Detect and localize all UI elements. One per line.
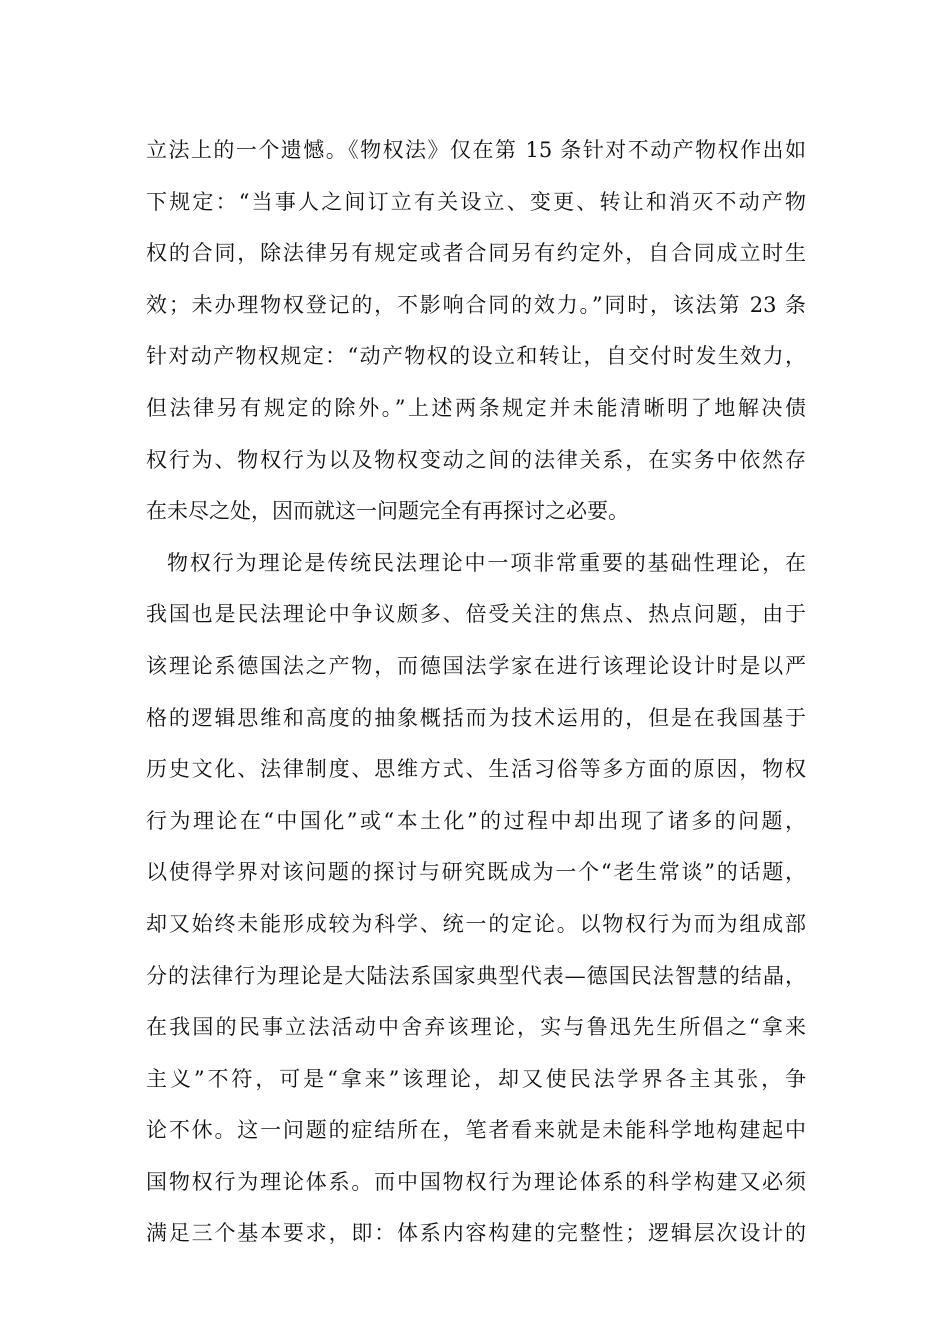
text-line: 格的逻辑思维和高度的抽象概括而为技术运用的，但是在我国基于 (146, 705, 806, 730)
paragraph-1 (146, 131, 806, 544)
text-line: 权的合同，除法律另有规定或者合同另有约定外，自合同成立时生 (146, 241, 806, 266)
body-text (146, 131, 806, 1266)
paragraph-2 (146, 544, 806, 1266)
text-line: 该理论系德国法之产物，而德国法学家在进行该理论设计时是以严 (146, 653, 806, 678)
text-line: 权行为、物权行为以及物权变动之间的法律关系，在实务中依然存 (146, 447, 806, 472)
text-line: 以使得学界对该问题的探讨与研究既成为一个“老生常谈”的话题， (146, 860, 806, 885)
text-line: 满足三个基本要求，即：体系内容构建的完整性；逻辑层次设计的 (146, 1221, 806, 1246)
text-line: 在我国的民事立法活动中舍弃该理论，实与鲁迅先生所倡之“拿来 (146, 1015, 806, 1040)
text-line: 物权行为理论是传统民法理论中一项非常重要的基础性理论，在 (167, 550, 806, 575)
text-line: 效；未办理物权登记的，不影响合同的效力。”同时，该法第 23 条 (146, 292, 806, 317)
text-line: 针对动产物权规定：“动产物权的设立和转让，自交付时发生效力， (146, 344, 806, 369)
text-line: 主义”不符，可是“拿来”该理论，却又使民法学界各主其张，争 (146, 1066, 806, 1091)
text-line: 在未尽之处，因而就这一问题完全有再探讨之必要。 (146, 499, 629, 524)
text-line: 立法上的一个遗憾。《物权法》仅在第 15 条针对不动产物权作出如 (146, 138, 806, 162)
text-line: 行为理论在“中国化”或“本土化”的过程中却出现了诸多的问题， (146, 808, 806, 833)
text-line: 论不休。这一问题的症结所在，笔者看来就是未能科学地构建起中 (146, 1118, 806, 1143)
text-line: 但法律另有规定的除外。”上述两条规定并未能清晰明了地解决债 (146, 395, 806, 420)
text-line: 却又始终未能形成较为科学、统一的定论。以物权行为而为组成部 (146, 911, 806, 936)
text-line: 历史文化、法律制度、思维方式、生活习俗等多方面的原因，物权 (146, 757, 806, 782)
text-line: 国物权行为理论体系。而中国物权行为理论体系的科学构建又必须 (146, 1169, 806, 1194)
text-line: 分的法律行为理论是大陆法系国家典型代表—德国民法智慧的结晶， (146, 963, 806, 988)
text-line: 我国也是民法理论中争议颇多、倍受关注的焦点、热点问题，由于 (146, 602, 806, 627)
text-line: 下规定：“当事人之间订立有关设立、变更、转让和消灭不动产物 (146, 189, 806, 214)
